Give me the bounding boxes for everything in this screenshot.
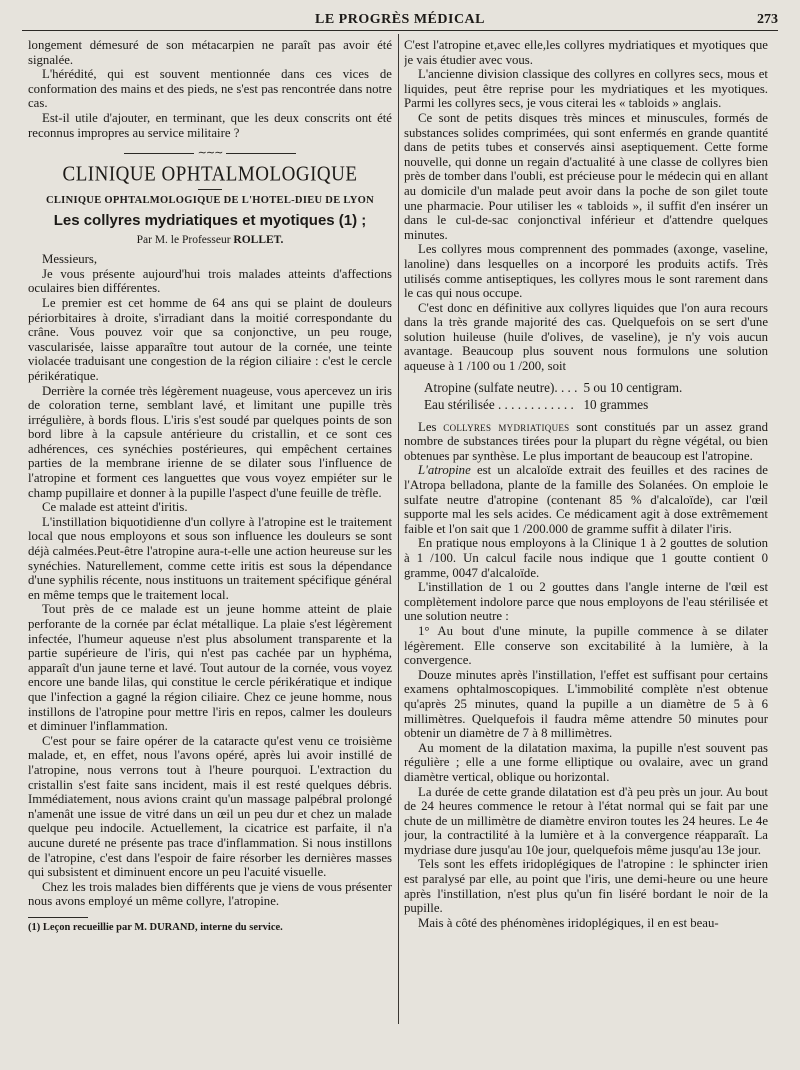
paragraph: 1° Au bout d'une minute, la pupille commence à se dilater légèrement. Elle conserve son excitabilité à la lumière, à la convergence. [404, 623, 768, 668]
subsection-title: CLINIQUE OPHTALMOLOGIQUE DE L'HOTEL-DIEU DE LYON [46, 195, 374, 207]
paragraph: Est-il utile d'ajouter, en terminant, que les deux conscrits ont été reconnus impropres au service militaire ? [28, 110, 392, 140]
paragraph: longement démesuré de son métacarpien ne paraît pas avoir été signalée. [28, 38, 392, 67]
formula-row [424, 380, 688, 397]
paragraph [404, 463, 768, 536]
small-caps-term: collyres mydriatiques [443, 419, 570, 434]
journal-title: LE PROGRÈS MÉDICAL [314, 12, 486, 27]
divider [198, 189, 222, 190]
salutation: Messieurs, [42, 252, 98, 267]
paragraph: Ce sont de petits disques très minces et minuscules, formés de substances solides comprimées, qui sont enfermés en grande quantité dans de petits tubes et conservés ainsi aseptiquement. Cette forme nouvelle, qui donne un regain d'actualité à une classe de collyres bien près de tomber dans l'oubli, est précieuse pour le médecin qui en allant au domicile d'un malade peut avoir dans la poche de son gilet toute une pharmacie. Pour utiliser les « tabloids », il suffit d'en insérer un dans le cul-de-sac conjonctival inférieur et d'attendre quelques minutes. [404, 110, 768, 242]
paragraph: C'est pour se faire opérer de la cataracte qu'est venu ce troisième malade, et, en effet, nous l'avons opéré, après lui avoir instillé de l'atropine, nous verrons tout à l'heure pourquoi. L'extraction du cristallin s'est faite sans incident, mais il est resté quelques débris. Immédiatement, nous avions craint qu'un massage palpébral prolongé n'amenât une issue de vitré dans un œil un peu dur et chez un malade quelque peu indocile. Actuellement, la cicatrice est parfaite, il n'a aucune dureté ne présente pas trace d'inflammation. Si nous instillons de l'atropine, c'est dans l'espoir de faire résorber les dernières masses qui subsistent et diminuent encore un peu l'acuité visuelle. [28, 733, 392, 880]
formula-quantity: 5 ou 10 centigram. [583, 379, 683, 395]
paragraph: Les collyres mous comprennent des pommades (axonge, vaseline, lanoline) dans lesquelles on a incorporé les produits actifs. Très utilisés comme antiseptiques, les collyres mous le sont rarement dans le cas qui nous occupe. [404, 242, 768, 301]
text-span: Les [418, 419, 437, 434]
page-number: 273 [757, 12, 778, 27]
footnote-rule [28, 917, 88, 918]
footnote: (1) Leçon recueillie par M. DURAND, interne du service. [28, 921, 283, 933]
article-title: Les collyres mydriatiques et myotiques (1) ; [53, 212, 367, 230]
prescription-formula [424, 380, 688, 414]
text-span: sont constitués par un assez grand nombre de substances tirées pour la plupart du règne végétal, ou bien obtenues par synthèse. Le plus important de beaucoup est l'atropine. [404, 419, 768, 463]
paragraph: Tels sont les effets iridoplégiques de l'atropine : le sphincter irien est paralysé par elle, au point que l'iris, une demi-heure ou une heure après l'instillation, n'est plus qu'un fin liséré bordant le noir de la pupille. [404, 857, 768, 916]
italic-term: L'atropine [418, 463, 471, 478]
author-name: ROLLET. [233, 234, 284, 247]
author-prefix: Par M. le Professeur [136, 234, 231, 247]
paragraph: C'est donc en définitive aux collyres liquides que l'on aura recours dans la très grande majorité des cas. Quelquefois on se sert d'une solution huileuse (huile d'olives, de vaseline), je n'y vois aucun avantage. Beaucoup plus souvent nous formulons une solution aqueuse à 1 /100 ou 1 /200, soit [404, 300, 768, 374]
text-span: est un alcaloïde extrait des feuilles et des racines de l'Atropa belladona, plante de la famille des Solanées. On emploie le sulfate neutre d'atropine (contenant 85 % d'alcaloïde), car l'œil supporte mal les sels acides. Ce médicament agit à dose extrêmement faible et l'on sait que 1 /200.000 de gramme suffit à dilater l'iris. [404, 463, 768, 536]
paragraph: Mais à côté des phénomènes iridoplégiques, il en est beau- [418, 915, 719, 930]
paragraph: L'hérédité, qui est souvent mentionnée dans ces vices de conformation des mains et des pieds, ne s'est pas rencontrée dans notre cas. [28, 67, 392, 111]
running-head [22, 8, 778, 31]
paragraph: Douze minutes après l'instillation, l'effet est suffisant pour certains examens ophtalmoscopiques. L'immobilité complète n'est obtenue qu'après 25 minutes, quand la pupille a un diamètre de 5 à 6 millimètres. Quelquefois il faudra même attendre 50 minutes pour obtenir un diamètre de 7 à 8 millimètres. [404, 667, 768, 741]
formula-item: Eau stérilisée . . . . . . . . . . . . [424, 396, 574, 412]
column-divider [398, 34, 399, 1024]
section-ornament: ∼∼∼ [28, 146, 392, 158]
byline [28, 234, 392, 246]
paragraph: En pratique nous employons à la Clinique 1 à 2 gouttes de solution à 1 /100. Un calcul facile nous indique que 1 goutte contient 0 gramme, 0047 d'alcaloïde. [404, 536, 768, 580]
paragraph: C'est l'atropine et,avec elle,les collyres mydriatiques et myotiques que je vais étudier avec vous. [404, 38, 768, 67]
right-column [404, 38, 768, 1068]
paragraph: L'instillation de 1 ou 2 gouttes dans l'angle interne de l'œil est complètement indolore parce que nous employons de l'eau stérilisée et une solution neutre : [404, 580, 768, 624]
paragraph: Je vous présente aujourd'hui trois malades atteints d'affections oculaires bien différentes. [28, 266, 392, 296]
formula-row [424, 397, 688, 414]
paragraph: Chez les trois malades bien différents que je viens de vous présenter nous avons employé un même collyre, l'atropine. [28, 879, 392, 909]
paragraph: L'ancienne division classique des collyres en collyres secs, mous et liquides, peut être reprise pour les mydriatiques et les myotiques. Parmi les collyres secs, je vous citerai les « tabloids » anglais. [404, 67, 768, 111]
paragraph: Le premier est cet homme de 64 ans qui se plaint de douleurs périorbitaires à droite, s'irradiant dans la moitié correspondante du crâne. Vous pouvez voir que sa conjonctive, un peu rouge, vascularisée, laisse apparaître tout autour de la cornée, une teinte violacée traduisant une congestion de la région ciliaire : c'est le cercle périkératique. [28, 295, 392, 383]
formula-item: Atropine (sulfate neutre). . . . [424, 379, 578, 395]
paragraph: Derrière la cornée très légèrement nuageuse, vous apercevez un iris de coloration terne, semblant lavé, et limitant une pupille très irrégulière, à bords flous. L'iris s'est soudé par quelques points de son bord libre à la capsule antérieure du cristallin, et ce sont ces adhérences, ces synéchies postérieures, qui empêchent certaines parties de la membrane irienne de se dilater sous l'influence de l'atropine et forment ces languettes que vous voyez empiéter sur le champ pupillaire et donner à la pupille l'aspect d'une feuille de trèfle. [28, 383, 392, 500]
section-title: CLINIQUE OPHTALMOLOGIQUE [62, 163, 358, 187]
formula-quantity: 10 grammes [583, 396, 649, 412]
paragraph: Ce malade est atteint d'iritis. [42, 500, 188, 515]
paragraph: Tout près de ce malade est un jeune homme atteint de plaie perforante de la cornée par éclat métallique. La plaie s'est légèrement infectée, l'humeur aqueuse n'est plus absolument transparente et la partie supérieure de l'iris, qui n'est pas cachée par un hyphéma, apparaît d'un jaune terne et lavé. Tout autour de la cornée, vous voyez encore une bande lilas, qui constitue le cercle périkératique et indique que l'infection a gagné la région ciliaire. Chez ce jeune homme, nous instillons de l'atropine pour mettre l'iris en repos, calmer les douleurs et diminuer l'inflammation. [28, 602, 392, 734]
paragraph: La durée de cette grande dilatation est d'à peu près un jour. Au bout de 24 heures commence le retour à l'état normal qui se fait par une chute de un millimètre de diamètre environ toutes les 24 heures. Le 4e jour, la contractilité à la lumière et à la convergence réapparaît. La mydriase dure jusqu'au 10e jour, quelquefois même jusqu'au 13e jour. [404, 784, 768, 857]
left-column [28, 38, 392, 1038]
paragraph: L'instillation biquotidienne d'un collyre à l'atropine est le traitement local que nous employons et sous son influence les douleurs se sont déjà calmées.Peut-être l'atropine aura-t-elle une action heureuse sur les synéchies. Naturellement, comme cette iritis est sous la dépendance d'une syphilis récente, nous instituons un traitement spécifique général en même temps que le traitement local. [28, 514, 392, 602]
paragraph: Au moment de la dilatation maxima, la pupille n'est souvent pas régulière ; elle a une forme elliptique ou ovalaire, avec un grand diamètre vertical, oblique ou horizontal. [404, 740, 768, 784]
paragraph [404, 420, 768, 464]
